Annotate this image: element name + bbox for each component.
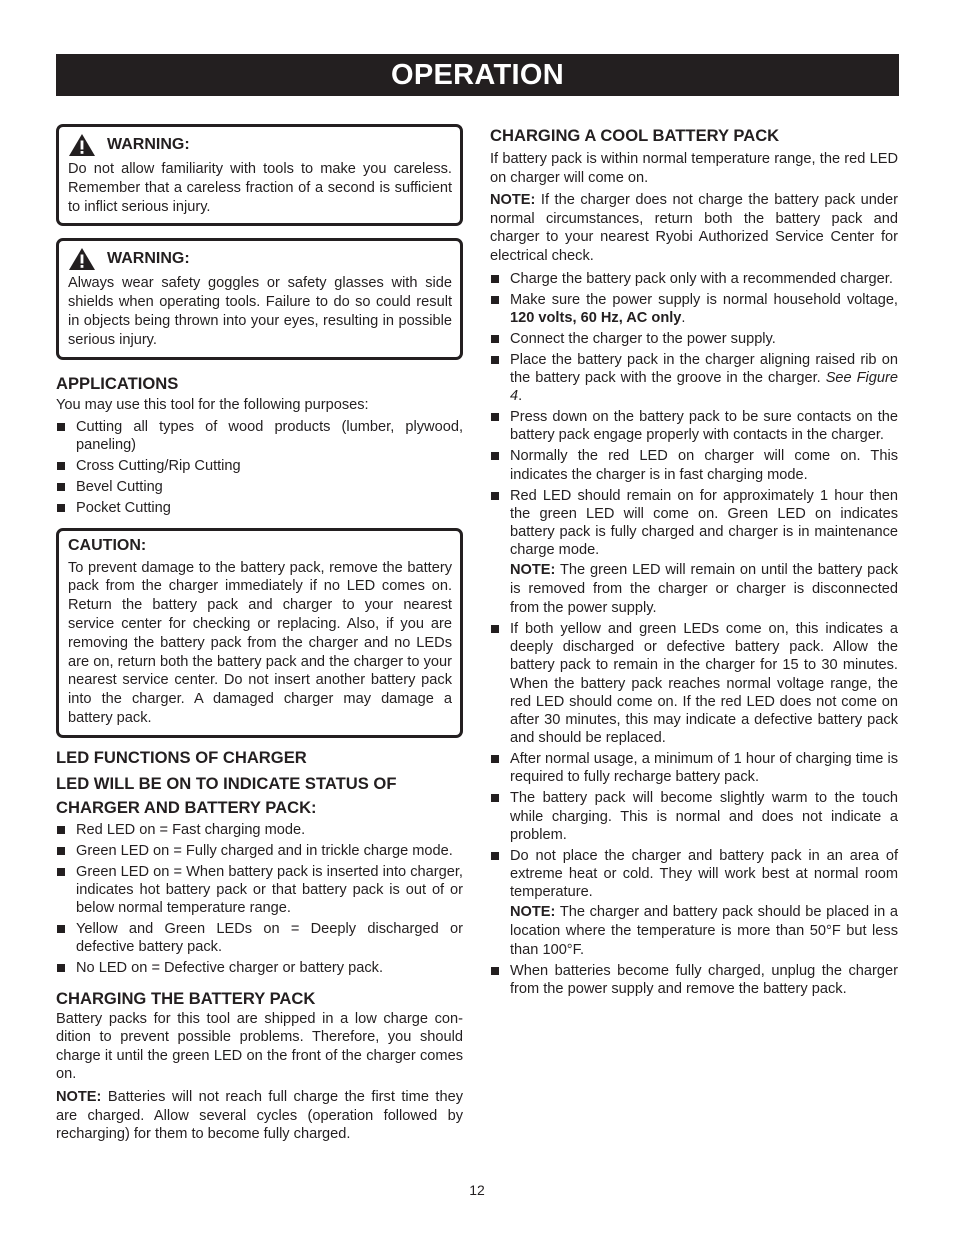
temperature-note: NOTE: The charger and battery pack should be placed in a location where the temperature is more than 50°F but less than 100°F. — [510, 904, 898, 958]
list-item: Connect the charger to the power supply. — [490, 330, 898, 348]
caution-label: CAUTION: — [68, 536, 147, 554]
warning-label: WARNING: — [107, 136, 190, 153]
list-item: Green LED on = When battery pack is inserted into charger, indicates hot battery pack or that battery pack is out of or below normal temperature range. — [56, 863, 463, 918]
charging-text: Battery packs for this tool are shipped in a low charge condition to prevent possible problems. Therefore, you should charge it until the green LED on the front of the charger comes on. — [56, 1010, 463, 1083]
cool-list — [490, 270, 898, 999]
warning-triangle-icon — [68, 133, 96, 157]
charging-heading: CHARGING THE BATTERY PACK — [56, 988, 316, 1008]
list-item: Press down on the battery pack to be sure contacts on the battery pack engage properly with contacts in the charger. — [490, 408, 898, 444]
led-note: NOTE: The green LED will remain on until the battery pack is removed from the charger or charger is disconnected from the power supply. — [510, 562, 898, 616]
list-item: Pocket Cutting — [56, 499, 463, 517]
list-item: When batteries become fully charged, unplug the charger from the power supply and remove the battery pack. — [490, 962, 898, 998]
list-item: Make sure the power supply is normal household voltage, 120 volts, 60 Hz, AC only. — [490, 291, 898, 327]
list-item: Cutting all types of wood products (lumber, plywood, paneling) — [56, 418, 463, 454]
warning-heading — [68, 247, 452, 271]
led-status-heading: LED WILL BE ON TO INDICATE STATUS OF CHARGER AND BATTERY PACK: — [56, 773, 397, 817]
warning-heading — [68, 133, 452, 157]
warning-box-familiarity — [56, 124, 463, 226]
cool-intro: If battery pack is within normal temperature range, the red LED on charger will come on. — [490, 151, 898, 186]
right-column — [490, 126, 898, 1001]
caution-text: To prevent damage to the battery pack, remove the battery pack from the charger immediately if no LED comes on. Return the battery pack and charger to your nearest service center for checking or replacing. Also, if you are removing the battery pack from the charger and no LEDs are on, return both the battery pack and the charger to your nearest service center. Do not insert another battery pack into the charger. A damaged charger may damage a battery pack. — [68, 559, 452, 726]
list-item: No LED on = Defective charger or battery pack. — [56, 959, 463, 977]
list-item: If both yellow and green LEDs come on, this indicates a deeply discharged or defective battery pack. Allow the battery pack to remain in the charger for 15 to 30 minutes. When the battery pack reaches normal voltage range, the red LED should come on. If the red LED does not come on after 30 minutes, this may indicate a defective battery pack and should be replaced. — [490, 620, 898, 747]
applications-list — [56, 418, 463, 517]
page-title: OPERATION — [56, 54, 899, 96]
list-item: Red LED should remain on for approximately 1 hour then the green LED will come on. Green LED on indicates battery pack is fully charged and charger is in maintenance charge mode. NOTE: The green LED will remain on until the battery pack is removed from the charger or charger is disconnected from the power supply. — [490, 487, 898, 618]
warning-box-goggles — [56, 238, 463, 359]
led-list — [56, 821, 463, 978]
warning-label: WARNING: — [107, 250, 190, 268]
caution-box — [56, 528, 463, 738]
warning-text: Do not allow familiarity with tools to make you careless. Remember that a careless fraction of a second is sufficient to inflict serious injury. — [68, 161, 452, 215]
applications-heading: APPLICATIONS — [56, 373, 179, 393]
warning-text: Always wear safety goggles or safety glasses with side shields when operating tools. Failure to do so could result in objects being thrown into your eyes, resulting in possible serious injury. — [68, 275, 452, 348]
list-item: Red LED on = Fast charging mode. — [56, 821, 463, 839]
list-item: Charge the battery pack only with a recommended charger. — [490, 270, 898, 288]
list-item: The battery pack will become slightly warm to the touch while charging. This is normal and does not indicate a problem. — [490, 789, 898, 844]
applications-intro: You may use this tool for the following purposes: — [56, 396, 369, 413]
list-item: Green LED on = Fully charged and in trickle charge mode. — [56, 842, 463, 860]
list-item: Normally the red LED on charger will come on. This indicates the charger is in fast charging mode. — [490, 447, 898, 483]
list-item: After normal usage, a minimum of 1 hour of charging time is required to fully recharge battery pack. — [490, 750, 898, 786]
list-item: Place the battery pack in the charger aligning raised rib on the battery pack with the groove in the charger. See Figure 4. — [490, 351, 898, 406]
cool-battery-heading: CHARGING A COOL BATTERY PACK — [490, 126, 780, 145]
list-item: Do not place the charger and battery pack in an area of extreme heat or cold. They will work best at normal room temperature. NOTE: The charger and battery pack should be placed in a location where the temperature is more than 50°F but less than 100°F. — [490, 847, 898, 959]
list-item: Bevel Cutting — [56, 478, 463, 496]
led-functions-heading: LED FUNCTIONS OF CHARGER — [56, 747, 307, 767]
page-number: 12 — [469, 1182, 485, 1198]
left-column — [56, 124, 463, 1144]
list-item: Yellow and Green LEDs on = Deeply discharged or defective battery pack. — [56, 920, 463, 956]
list-item: Cross Cutting/Rip Cutting — [56, 457, 463, 475]
charging-note: NOTE: Batteries will not reach full charge the first time they are charged. Allow several cycles (operation followed by recharging) for them to become fully charged. — [56, 1088, 463, 1143]
warning-triangle-icon — [68, 247, 96, 271]
cool-note: NOTE: If the charger does not charge the battery pack under normal circumstances, return both the battery pack and charger to your nearest Ryobi Authorized Service Center for electrical check. — [490, 192, 898, 264]
caution-heading — [68, 537, 452, 555]
